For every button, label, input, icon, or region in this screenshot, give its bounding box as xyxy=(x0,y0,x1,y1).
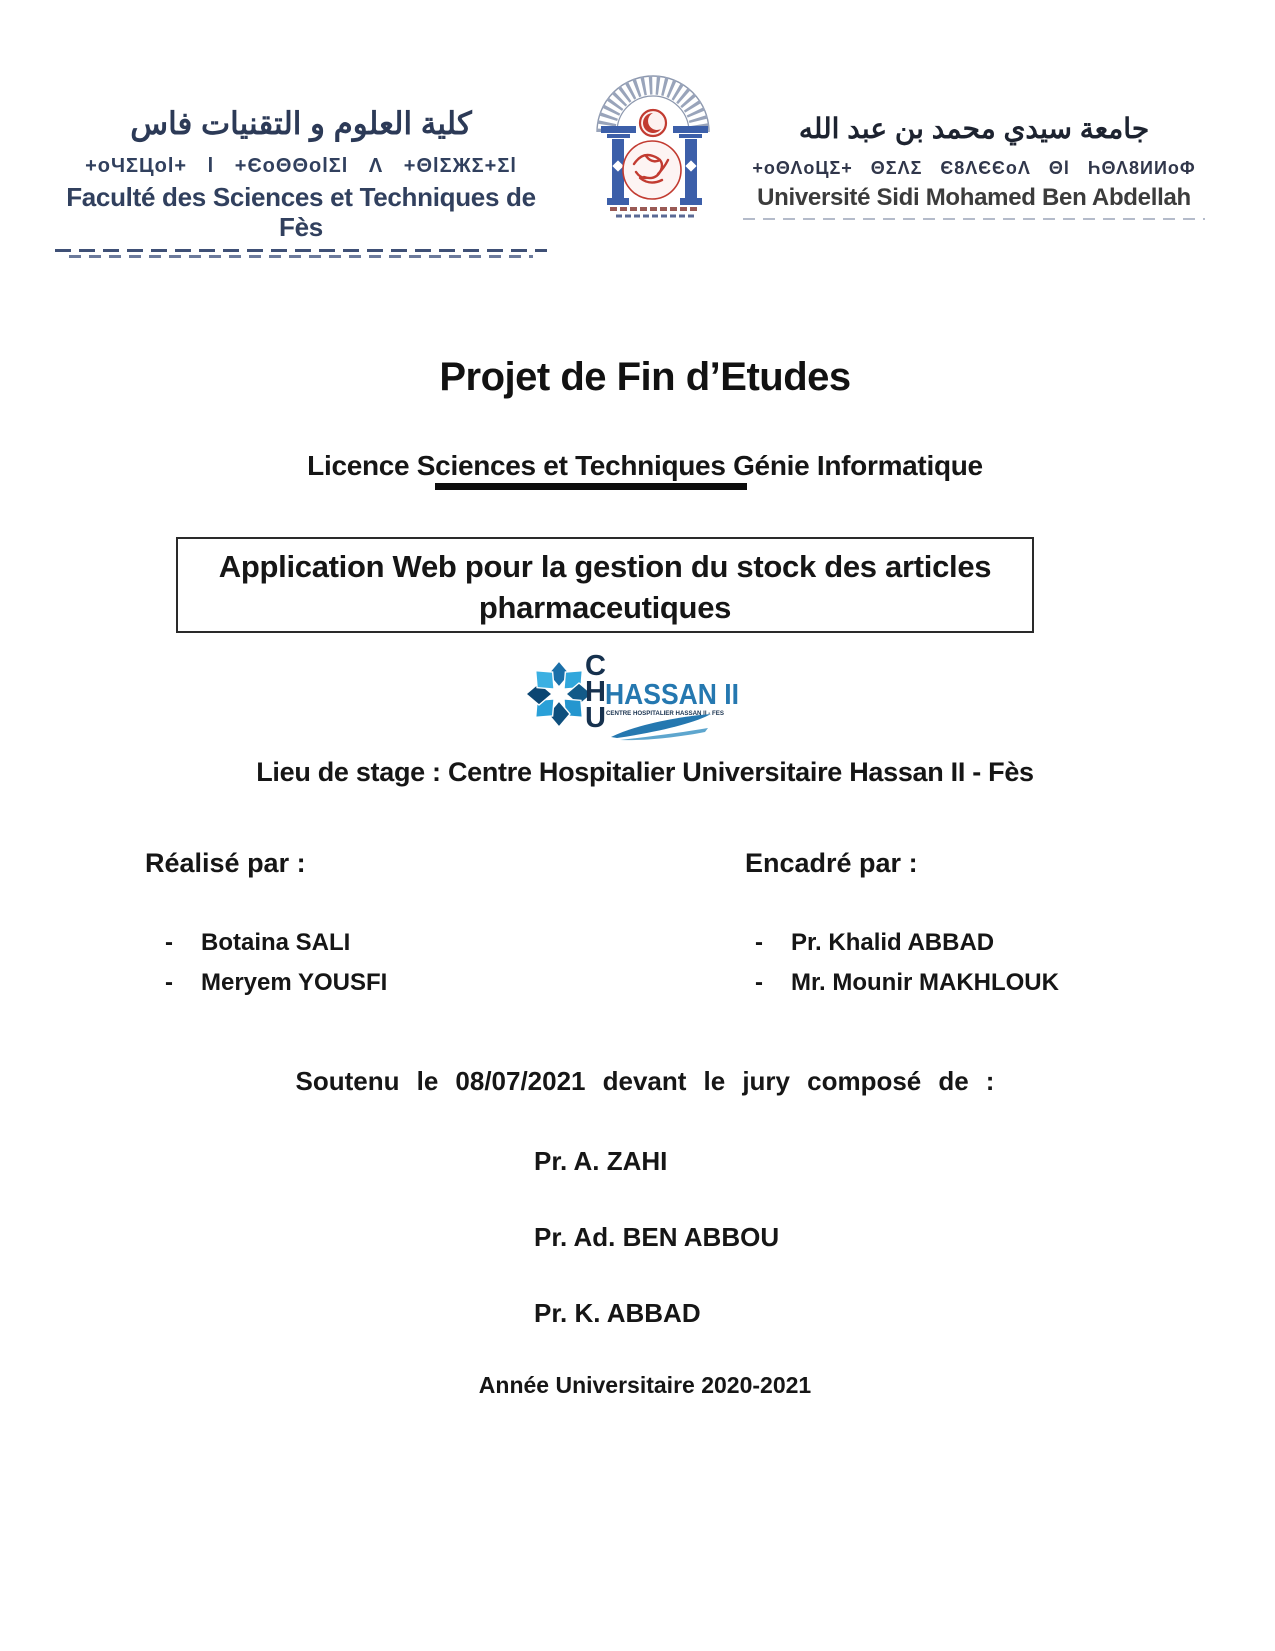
chu-letter-c: C xyxy=(585,650,606,682)
bullet-dash: - xyxy=(755,929,763,956)
list-item xyxy=(165,968,387,1008)
jury-member: Pr. A. ZAHI xyxy=(534,1146,668,1176)
list-item xyxy=(755,968,1059,1008)
usmba-logo-block xyxy=(733,112,1215,220)
jury-member: Pr. Ad. BEN ABBOU xyxy=(534,1222,780,1252)
realized-by-label: Réalisé par : xyxy=(145,848,306,878)
university-emblem-icon xyxy=(596,66,714,223)
project-title-box xyxy=(176,537,1034,633)
degree-subtitle: Licence Sciences et Techniques Génie Informatique xyxy=(307,450,983,481)
chu-rosette-icon xyxy=(526,661,592,727)
fst-logo-block xyxy=(55,106,547,258)
document-title: Projet de Fin d’Etudes xyxy=(439,355,851,399)
chu-name-text: HASSAN II xyxy=(605,679,739,711)
chu-letter-u: U xyxy=(585,702,606,734)
fst-dashed-underline-2 xyxy=(69,255,533,258)
bullet-dash: - xyxy=(755,969,763,996)
supervisor-name: Mr. Mounir MAKHLOUK xyxy=(791,969,1059,996)
supervised-by-list xyxy=(755,928,1059,1008)
usmba-dashed-underline xyxy=(743,218,1205,220)
separator-rule xyxy=(435,483,747,490)
jury-intro: Soutenu le 08/07/2021 devant le jury composé de : xyxy=(295,1066,995,1096)
list-item xyxy=(165,928,387,968)
chu-letter-h: H xyxy=(585,676,606,708)
internship-location: Lieu de stage : Centre Hospitalier Universitaire Hassan II - Fès xyxy=(256,757,1034,787)
usmba-tifinagh-title: +oΘΛoЦΣ+ ΘΣΛΣ Є8ΛЄЄoΛ Θl ҺΘΛ8ИИoΦ xyxy=(752,158,1196,178)
supervisor-name: Pr. Khalid ABBAD xyxy=(791,929,995,956)
student-name: Botaina SALI xyxy=(201,929,351,956)
bullet-dash: - xyxy=(165,969,173,996)
project-title-line2: pharmaceutiques xyxy=(478,590,732,625)
project-title-line1: Application Web pour la gestion du stock des articles xyxy=(218,549,992,584)
fst-arabic-title: كلية العلوم و التقنيات فاس xyxy=(130,106,472,141)
jury-member: Pr. K. ABBAD xyxy=(534,1298,701,1328)
chu-subtitle-text: CENTRE HOSPITALIER HASSAN II - FES xyxy=(606,710,725,717)
realized-by-list xyxy=(165,928,387,1008)
usmba-arabic-title: جامعة سيدي محمد بن عبد الله xyxy=(798,113,1150,144)
chu-swoosh-icon xyxy=(611,714,711,738)
student-name: Meryem YOUSFI xyxy=(201,969,388,996)
supervised-by-label: Encadré par : xyxy=(745,848,918,878)
usmba-french-title: Université Sidi Mohamed Ben Abdellah xyxy=(757,184,1191,211)
academic-year: Année Universitaire 2020-2021 xyxy=(478,1372,812,1398)
fst-tifinagh-title: +oЧΣЦol+ l +ЄoΘΘolΣl Λ +ΘlΣЖΣ+Σl xyxy=(85,155,517,177)
chu-hassan-ii-logo xyxy=(525,644,747,744)
jury-list xyxy=(534,1146,779,1374)
fst-french-title: Faculté des Sciences et Techniques de Fès xyxy=(66,182,536,242)
bullet-dash: - xyxy=(165,929,173,956)
fst-dashed-underline xyxy=(55,249,547,252)
list-item xyxy=(755,928,1059,968)
